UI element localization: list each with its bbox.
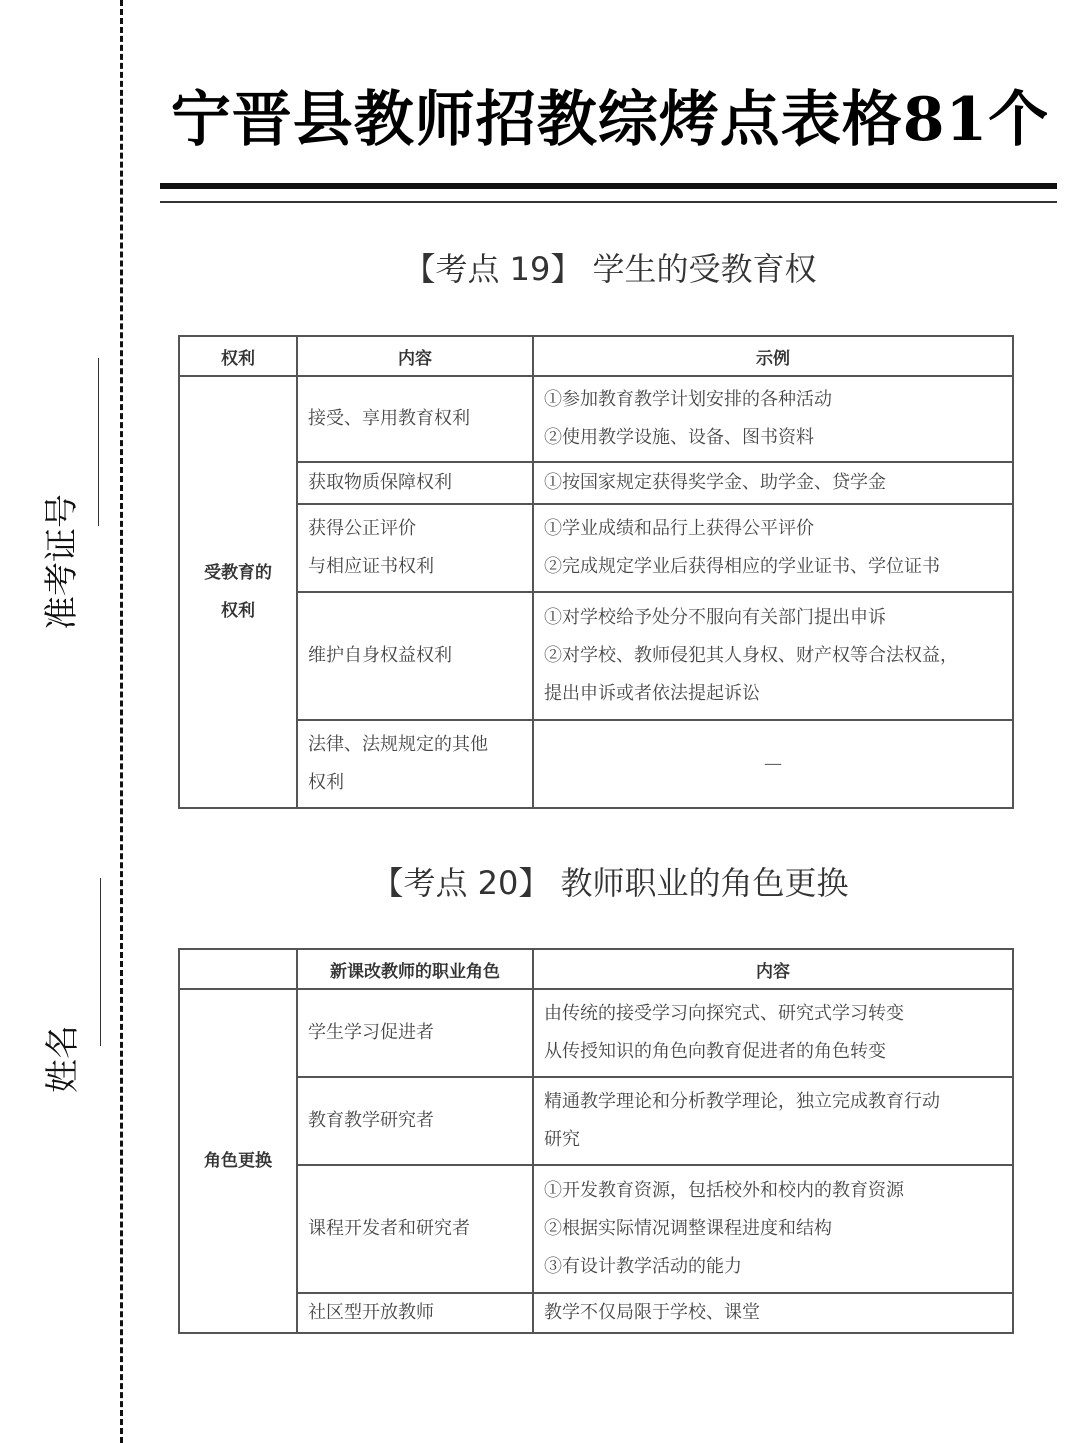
table-row — [179, 1077, 1013, 1165]
content-cell: 学生学习促进者 — [297, 989, 533, 1077]
table-row — [179, 1165, 1013, 1293]
example-cell: ①按国家规定获得奖学金、助学金、贷学金 — [533, 462, 1013, 504]
content-cell: 维护自身权益权利 — [297, 592, 533, 720]
table-row — [179, 989, 1013, 1077]
example-cell: ①开发教育资源，包括校外和校内的教育资源 ②根据实际情况调整课程进度和结构 ③有设计教学活动的能力 — [533, 1165, 1013, 1293]
name-label: 姓名 — [43, 1025, 83, 1093]
table-header-row — [179, 949, 1013, 989]
content-cell: 社区型开放教师 — [297, 1293, 533, 1333]
header-cell: 新课改教师的职业角色 — [297, 949, 533, 989]
category-cell: 受教育的 权利 — [179, 376, 297, 808]
table-row — [179, 1293, 1013, 1333]
header-cell: 内容 — [297, 336, 533, 376]
title-rule-thick — [160, 183, 1057, 189]
header-cell — [179, 949, 297, 989]
header-cell: 内容 — [533, 949, 1013, 989]
header-cell: 权利 — [179, 336, 297, 376]
section-20-title: 【考点 20】 教师职业的角色更换 — [371, 864, 849, 902]
content-cell: 课程开发者和研究者 — [297, 1165, 533, 1293]
table-row — [179, 376, 1013, 462]
content-cell: 法律、法规规定的其他 权利 — [297, 720, 533, 808]
content-cell: 接受、享用教育权利 — [297, 376, 533, 462]
section-19-title: 【考点 19】 学生的受教育权 — [403, 250, 817, 288]
example-cell: ①学业成绩和品行上获得公平评价 ②完成规定学业后获得相应的学业证书、学位证书 — [533, 504, 1013, 592]
category-cell: 角色更换 — [179, 989, 297, 1333]
header-cell: 示例 — [533, 336, 1013, 376]
table-row — [179, 504, 1013, 592]
binding-dashed-line — [120, 0, 123, 1443]
table-header-row — [179, 336, 1013, 376]
content-cell: 获取物质保障权利 — [297, 462, 533, 504]
table-row — [179, 462, 1013, 504]
content-cell: 获得公正评价 与相应证书权利 — [297, 504, 533, 592]
table-row — [179, 720, 1013, 808]
example-cell: 教学不仅局限于学校、课堂 — [533, 1293, 1013, 1333]
section-19-table — [178, 335, 1014, 809]
section-20-table — [178, 948, 1014, 1334]
content-cell: 教育教学研究者 — [297, 1077, 533, 1165]
example-cell: ①参加教育教学计划安排的各种活动 ②使用教学设施、设备、图书资料 — [533, 376, 1013, 462]
table-row — [179, 592, 1013, 720]
title-rule-thin — [160, 201, 1057, 203]
name-underline — [100, 878, 101, 1046]
example-cell: 由传统的接受学习向探究式、研究式学习转变 从传授知识的角色向教育促进者的角色转变 — [533, 989, 1013, 1077]
example-cell: — — [533, 720, 1013, 808]
exam-id-label: 准考证号 — [42, 494, 82, 630]
example-cell: ①对学校给予处分不服向有关部门提出申诉 ②对学校、教师侵犯其人身权、财产权等合法权益， 提出申诉或者依法提起诉讼 — [533, 592, 1013, 720]
page-title: 宁晋县教师招教综烤点表格81个 — [170, 85, 1050, 155]
exam-id-underline — [98, 358, 99, 526]
example-cell: 精通教学理论和分析教学理论，独立完成教育行动 研究 — [533, 1077, 1013, 1165]
